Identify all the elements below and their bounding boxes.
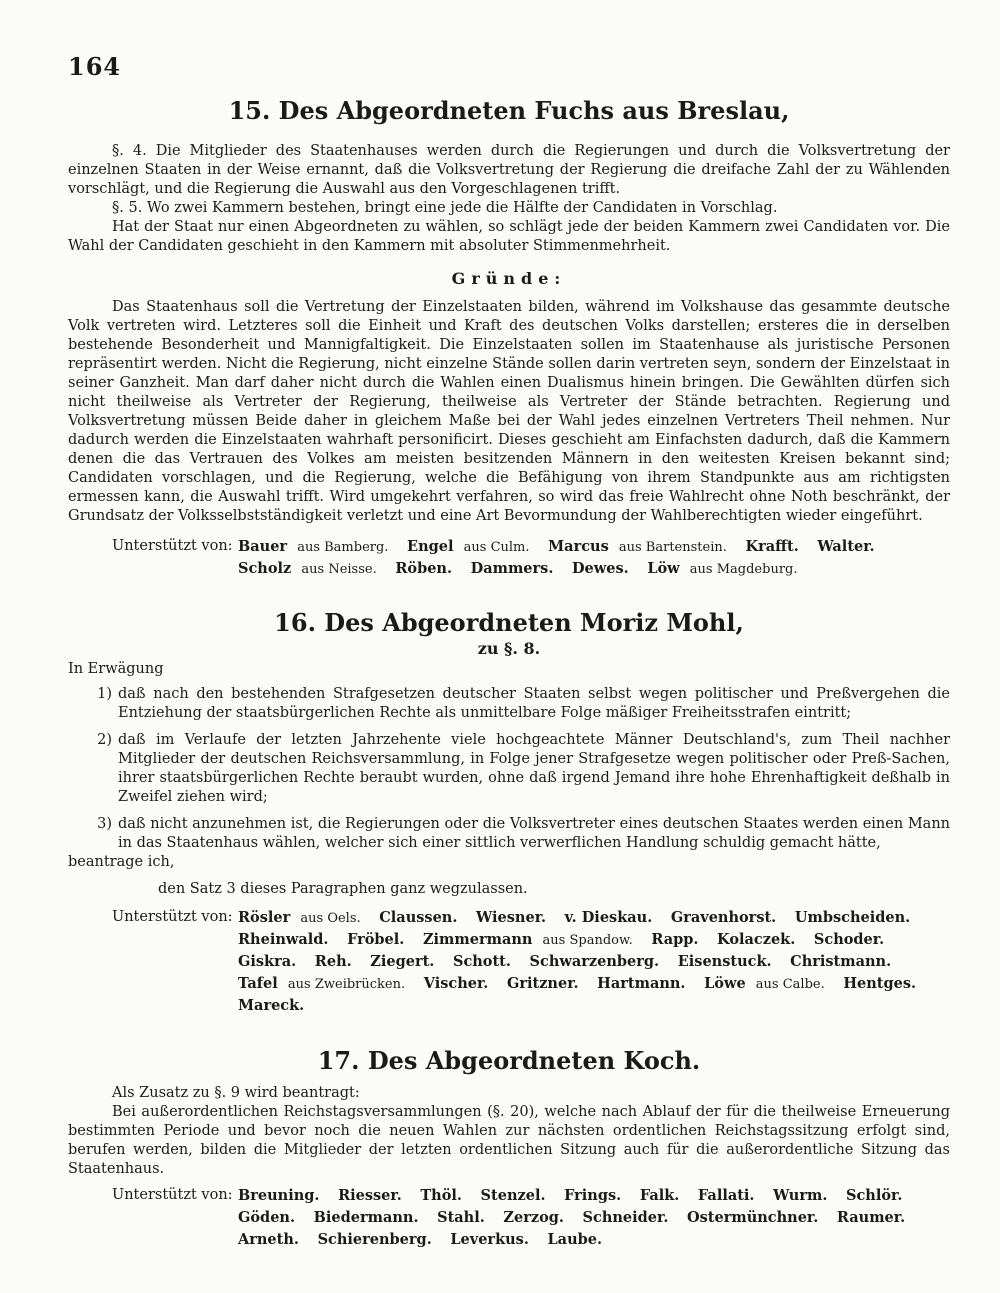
supporter-place: aus Zweibrücken. [283,977,406,992]
supporter-name: Reh. [314,953,352,970]
supporter-name: Schwarzenberg. [529,953,660,970]
supporter-name: Mareck. [238,997,305,1014]
section-16 [68,608,950,1017]
item-text: daß nicht anzunehmen ist, die Regierungen oder die Volksvertreter eines deutschen Staates werden einen Mann in das Staatenhaus wählen, welcher sich einer sittlich verwerflichen Handlung schuldig gemacht hätte, [118,816,950,851]
supporter-name: Schierenberg. [317,1231,432,1248]
supporter-name: Umbscheiden. [794,909,911,926]
page-number: 164 [68,52,122,81]
section-17-intro: Als Zusatz zu §. 9 wird beantragt: [112,1085,360,1101]
section-17 [68,1046,950,1251]
beantrage-line: beantrage ich, [68,854,175,870]
section-17-supporters [68,1185,950,1251]
section-16-title: 16. Des Abgeordneten Moriz Mohl, [274,608,744,637]
supporter-name: Claussen. [379,909,458,926]
supporter-place: aus Calbe. [751,977,825,992]
supporter-name: Röben. [395,560,453,577]
supporter-name: Leverkus. [450,1231,529,1248]
supporter-name: Löw [647,560,680,577]
gruende-text: Das Staatenhaus soll die Vertretung der Einzelstaaten bilden, während im Volkshause das gesammte deutsche Volk vertreten wird. Letzteres soll die Einheit und Kraft des deutschen Volks darstellen; ersteres die in derselben bestehende Besonderheit und Mannigfaltigkeit. Die Einzelstaaten sollen im Staatenhause als juristische Personen repräsentirt werden. Nicht die Regierung, nicht einzelne Stände sollen darin vertreten seyn, sondern der Einzelstaat in seiner Ganzheit. Man darf daher nicht durch die Wahlen einen Dualismus hinein bringen. Die Gewählten dürfen sich nicht theilweise als Vertreter der Regierung, theilweise als Vertreter der Stände betrachten. Regierung und Volksvertretung müssen Beide daher in gleichem Maße bei der Wahl jedes einzelnen Vertreters Theil nehmen. Nur dadurch werden die Einzelstaaten wahrhaft personificirt. Dieses geschieht am Einfachsten dadurch, daß die Kammern denen die das Vertrauen des Volkes am meisten besitzenden Männern in den weitesten Kreisen bekannt sind; Candidaten vorschlagen, und die Regierung, welche die Befähigung von ihrem Standpunkte aus am richtigsten ermessen kann, die Auswahl trifft. Wird umgekehrt verfahren, so wird das freie Wahlrecht ohne Noth beschränkt, der Grundsatz der Volksselbstständigkeit verletzt und eine Art Bevormundung der Wahlberechtigten wieder eingeführt. [68,299,951,524]
motion-text: den Satz 3 dieses Paragraphen ganz wegzulassen. [158,881,528,897]
supporter-name: Wurm. [773,1187,828,1204]
section-15-paragraph-4: §. 4. Die Mitglieder des Staatenhauses werden durch die Regierungen und durch die Volksvertretung der einzelnen Staaten in der Weise ernannt, daß die Volksvertretung der Regierung die dreifache Zahl der zu Wählenden vorschlägt, und die Regierung die Auswahl aus den Vorgeschlagenen trifft. [68,143,950,197]
supporter-name: Stahl. [437,1209,485,1226]
supported-by-label: Unterstützt von: [112,909,233,925]
section-16-intro: In Erwägung [68,661,164,677]
supporter-name: Hartmann. [597,975,686,992]
supporter-name: Stenzel. [480,1187,546,1204]
supporter-name: Ziegert. [370,953,435,970]
supporter-name: Ostermünchner. [687,1209,819,1226]
supporter-place: aus Culm. [459,540,530,555]
section-17-title: 17. Des Abgeordneten Koch. [317,1046,701,1075]
section-15-paragraph-5: §. 5. Wo zwei Kammern bestehen, bringt eine jede die Hälfte der Candidaten in Vorschlag. [112,200,778,216]
item-number: 1) [97,686,112,702]
item-number: 3) [97,816,112,832]
supporter-name: Bauer [238,538,288,555]
supporter-name: Thöl. [420,1187,462,1204]
supporter-name: Dammers. [470,560,554,577]
supporter-name: Raumer. [836,1209,906,1226]
section-16-subtitle: zu §. 8. [477,639,541,658]
section-15-supporters [68,536,950,580]
supporter-name: Vischer. [423,975,489,992]
list-item [68,815,950,853]
supported-by-label: Unterstützt von: [112,1187,233,1203]
supporter-name: Marcus [548,538,609,555]
section-15 [68,96,950,580]
supporter-list [238,1185,944,1251]
supporter-name: Schneider. [582,1209,669,1226]
supporter-name: Riesser. [338,1187,402,1204]
list-item [68,685,950,723]
item-number: 2) [97,732,112,748]
supporter-name: Eisenstuck. [677,953,772,970]
supporter-place: aus Oels. [296,911,361,926]
supporter-name: Walter. [817,538,875,555]
supporter-name: Wiesner. [476,909,547,926]
supporter-name: Rapp. [651,931,699,948]
supporter-name: Kolaczek. [717,931,796,948]
supporter-name: Breuning. [238,1187,320,1204]
supporter-name: Gritzner. [506,975,579,992]
supporter-name: Biedermann. [313,1209,419,1226]
supporter-name: Göden. [238,1209,296,1226]
section-15-paragraph-candidates: Hat der Staat nur einen Abgeordneten zu wählen, so schlägt jede der beiden Kammern zwei Candidaten vor. Die Wahl der Candidaten geschieht in den Kammern mit absoluter Stimmenmehrheit. [68,219,950,254]
supporter-list [238,907,944,1017]
supporter-place: aus Spandow. [538,933,633,948]
supporter-name: Rheinwald. [238,931,329,948]
supporter-place: aus Magdeburg. [685,562,798,577]
supporter-place: aus Bamberg. [293,540,389,555]
supporter-name: Arneth. [238,1231,299,1248]
supporter-name: Fallati. [697,1187,755,1204]
supporter-name: Scholz [238,560,292,577]
supporter-name: Rösler [238,909,291,926]
section-16-supporters [68,907,950,1017]
supporter-name: Dewes. [571,560,629,577]
supporter-name: Krafft. [745,538,799,555]
supporter-name: Tafel [238,975,278,992]
supporter-name: v. Dieskau. [564,909,653,926]
supporter-name: Schott. [452,953,511,970]
supporter-name: Löwe [704,975,746,992]
section-15-title: 15. Des Abgeordneten Fuchs aus Breslau, [228,96,790,125]
section-17-text: Bei außerordentlichen Reichstagsversammlungen (§. 20), welche nach Ablauf der für die theilweise Erneuerung bestimmten Periode und bevor noch die neuen Wahlen zur nächsten ordentlichen Reichstagssitzung erfolgt sind, berufen werden, bilden die Mitglieder der letzten ordentlichen Sitzung auch für die außerordentliche Sitzung das Staatenhaus. [68,1104,950,1177]
supporter-place: aus Bartenstein. [614,540,727,555]
supporter-name: Fröbel. [347,931,405,948]
list-item [68,731,950,807]
supporter-name: Frings. [564,1187,622,1204]
section-16-items [68,685,950,853]
supporter-name: Zerzog. [503,1209,564,1226]
supporter-name: Christmann. [790,953,892,970]
supporter-name: Hentges. [843,975,917,992]
supporter-list [238,536,944,580]
supporter-name: Giskra. [238,953,297,970]
supporter-name: Laube. [547,1231,603,1248]
supporter-name: Gravenhorst. [670,909,777,926]
supporter-name: Engel [407,538,454,555]
supporter-name: Zimmermann [422,931,533,948]
gruende-heading: Gründe: [451,269,567,288]
supporter-name: Falk. [639,1187,680,1204]
item-text: daß im Verlaufe der letzten Jahrzehente viele hochgeachtete Männer Deutschland's, zum Theil nachher Mitglieder der deutschen Reichsversammlung, in Folge jener Strafgesetze wegen politischer oder Preß-Sachen, ihrer staatsbürgerlichen Rechte beraubt wurden, ohne daß irgend Jemand ihre hohe Ehrenhaftigkeit deßhalb in Zweifel ziehen wird; [118,732,950,805]
supporter-name: Schlör. [846,1187,903,1204]
item-text: daß nach den bestehenden Strafgesetzen deutscher Staaten selbst wegen politischer und Preßvergehen die Entziehung der staatsbürgerlichen Rechte als unmittelbare Folge mäßiger Freiheitsstrafen eintritt; [118,686,950,721]
supported-by-label: Unterstützt von: [112,538,233,554]
supporter-name: Schoder. [813,931,885,948]
supporter-place: aus Neisse. [297,562,377,577]
